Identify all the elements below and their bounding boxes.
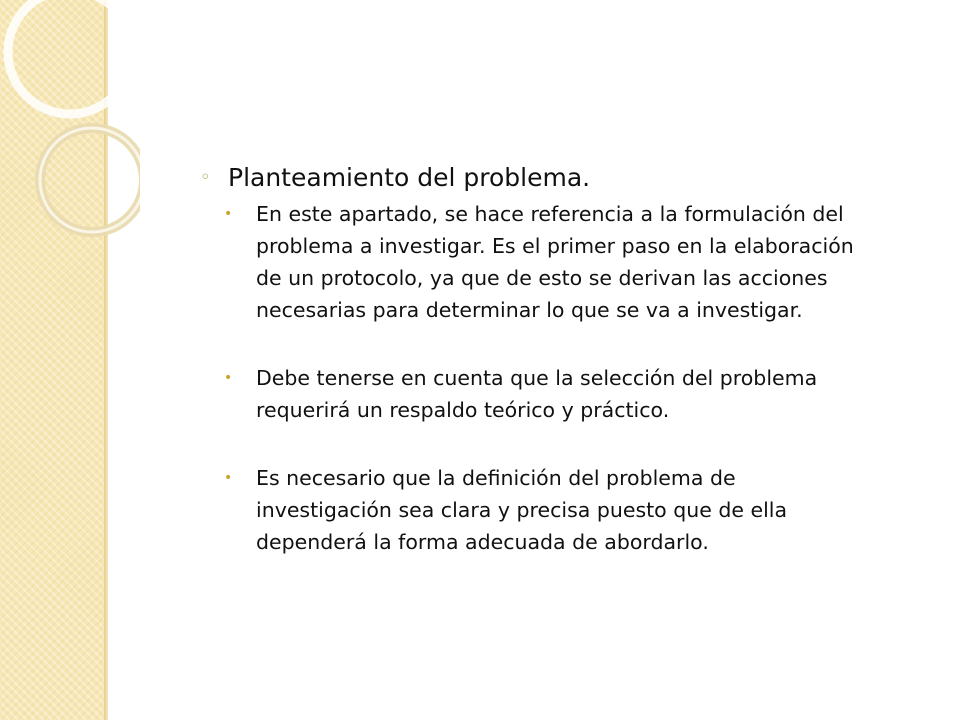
bullet-item-2 — [224, 362, 880, 426]
bullet-dot-icon: • — [224, 206, 233, 222]
bullet-dot-icon: • — [224, 370, 233, 386]
side-band-edge — [104, 0, 108, 720]
bullet-text-1: En este apartado, se hace referencia a la formulación del problema a investigar. Es el primer paso en la elaboración de un protocolo, ya que de esto se derivan las acciones necesarias para determinar lo que se va a investigar. — [256, 202, 854, 322]
slide-heading: Planteamiento del problema. — [228, 163, 591, 192]
bullet-item-1 — [224, 198, 880, 326]
slide-content — [200, 158, 880, 558]
bullet-text-2: Debe tenerse en cuenta que la selección del problema requerirá un respaldo teórico y práctico. — [256, 366, 818, 422]
bullet-text-3: Es necesario que la definición del problema de investigación sea clara y precisa puesto que de ella dependerá la forma adecuada de abordarlo. — [256, 466, 788, 554]
bullet-dot-icon: • — [224, 470, 233, 486]
ring-bullet-icon: ◦ — [200, 167, 211, 188]
decorative-side-band — [0, 0, 104, 720]
bullet-item-3 — [224, 462, 880, 558]
heading-row — [200, 158, 880, 198]
